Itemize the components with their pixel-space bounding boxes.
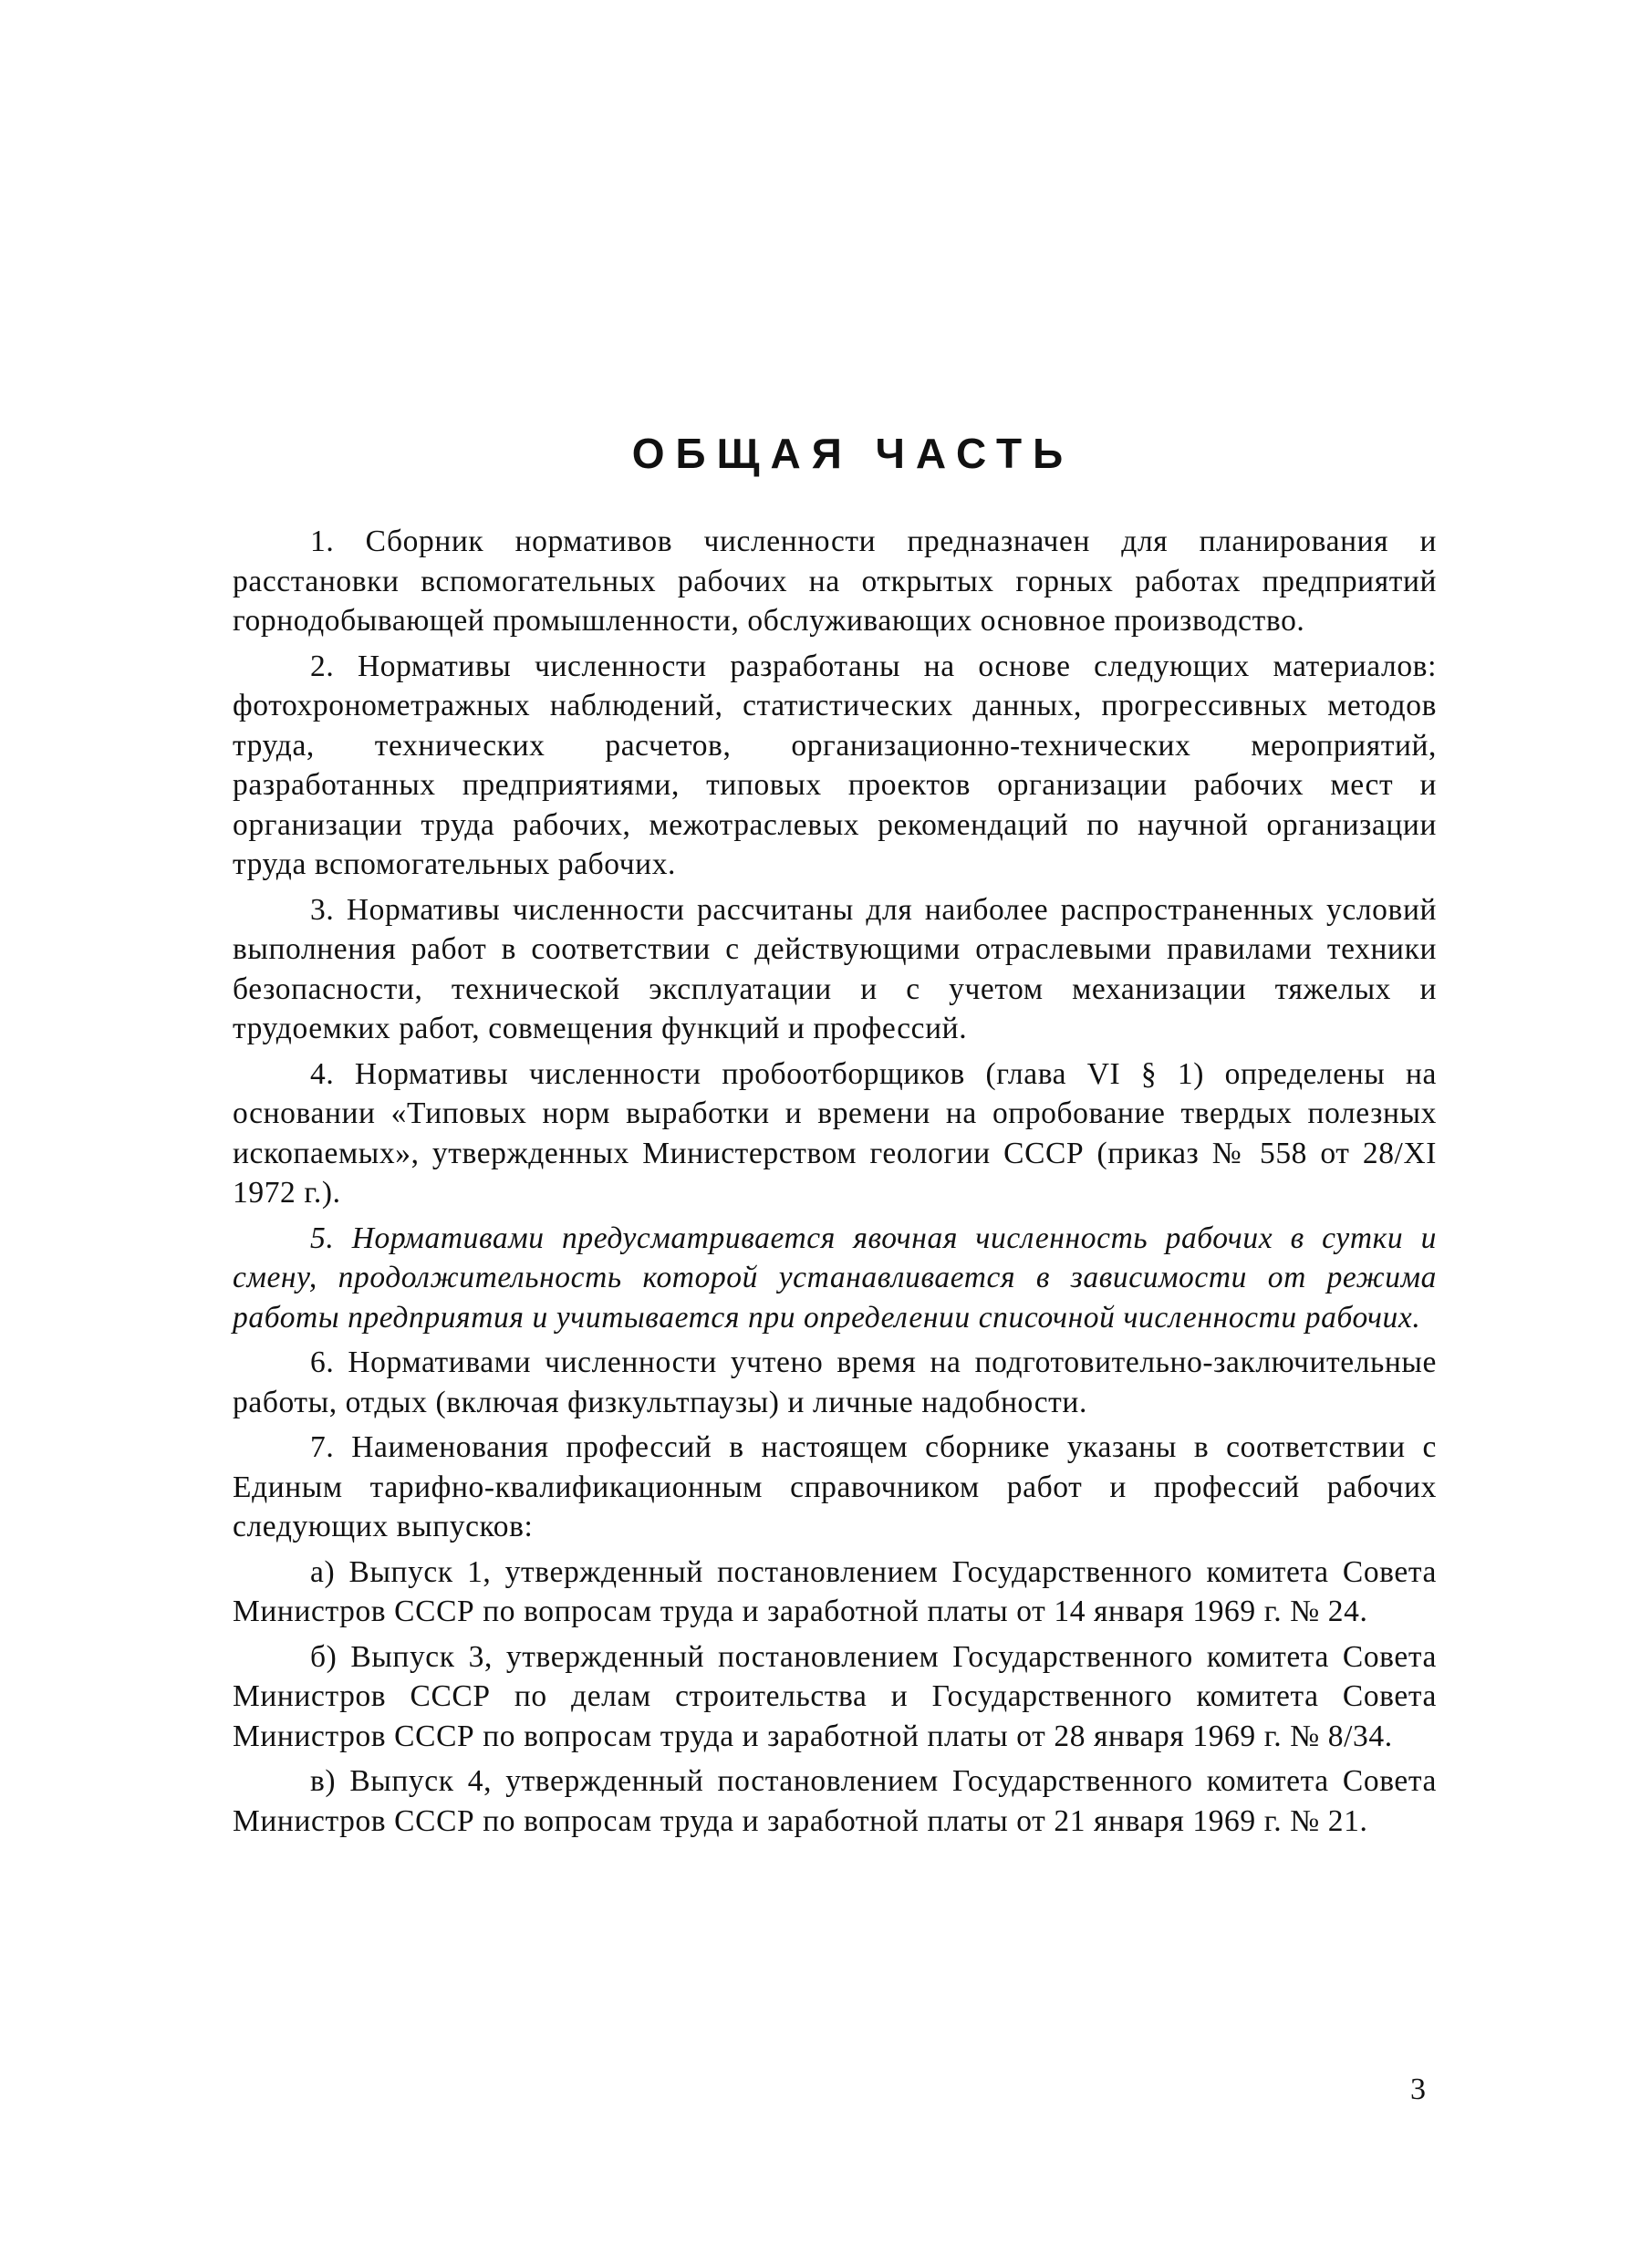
document-page [233, 429, 1437, 1846]
paragraph-5: 5. Нормативами предусматривается явочная численность рабочих в сутки и смену, продолжительность которой устанавливается в зависимости от режима работы предприятия и учитывается при определении списочной численности рабочих. [233, 1221, 1437, 1335]
paragraph-2: 2. Нормативы численности разработаны на основе следующих материалов: фотохронометражных наблюдений, статистических данных, прогрессивных методов труда, технических расчетов, организационно-технических мероприятий, разработанных предприятиями, типовых проектов организации рабочих мест и организации труда рабочих, межотраслевых рекомендаций по научной организации труда вспомогательных рабочих. [233, 649, 1437, 881]
paragraph-7: 7. Наименования профессий в настоящем сборнике указаны в соответствии с Единым тарифно-квалификационным справочником работ и профессий рабочих следующих выпусков: [233, 1430, 1437, 1543]
paragraph-1: 1. Сборник нормативов численности предназначен для планирования и расстановки вспомогательных рабочих на открытых горных работах предприятий горнодобывающей промышленности, обслуживающих основное производство. [233, 525, 1437, 638]
page-number: 3 [1410, 2073, 1426, 2106]
paragraph-4: 4. Нормативы численности пробоотборщиков (глава VI § 1) определены на основании «Типовых норм выработки и времени на опробование твердых полезных ископаемых», утвержденных Министерством геологии СССР (приказ № 558 от 28/XI 1972 г.). [233, 1056, 1437, 1210]
list-item-a: а) Выпуск 1, утвержденный постановлением Государственного комитета Совета Министров СССР по вопросам труда и заработной платы от 14 января 1969 г. № 24. [233, 1554, 1437, 1628]
list-item-c: в) Выпуск 4, утвержденный постановлением Государственного комитета Совета Министров СССР по вопросам труда и заработной платы от 21 января 1969 г. № 21. [233, 1764, 1437, 1838]
paragraph-3: 3. Нормативы численности рассчитаны для наиболее распространенных условий выполнения работ в соответствии с действующими отраслевыми правилами техники безопасности, технической эксплуатации и с учетом механизации тяжелых и трудоемких работ, совмещения функций и профессий. [233, 892, 1437, 1045]
list-item-b: б) Выпуск 3, утвержденный постановлением Государственного комитета Совета Министров СССР по делам строительства и Государственного комитета Совета Министров СССР по вопросам труда и заработной платы от 28 января 1969 г. № 8/34. [233, 1639, 1437, 1753]
section-title: ОБЩАЯ ЧАСТЬ [631, 430, 1075, 477]
paragraph-6: 6. Нормативами численности учтено время на подготовительно-заключительные работы, отдых (включая физкультпаузы) и личные надобности. [233, 1345, 1437, 1419]
